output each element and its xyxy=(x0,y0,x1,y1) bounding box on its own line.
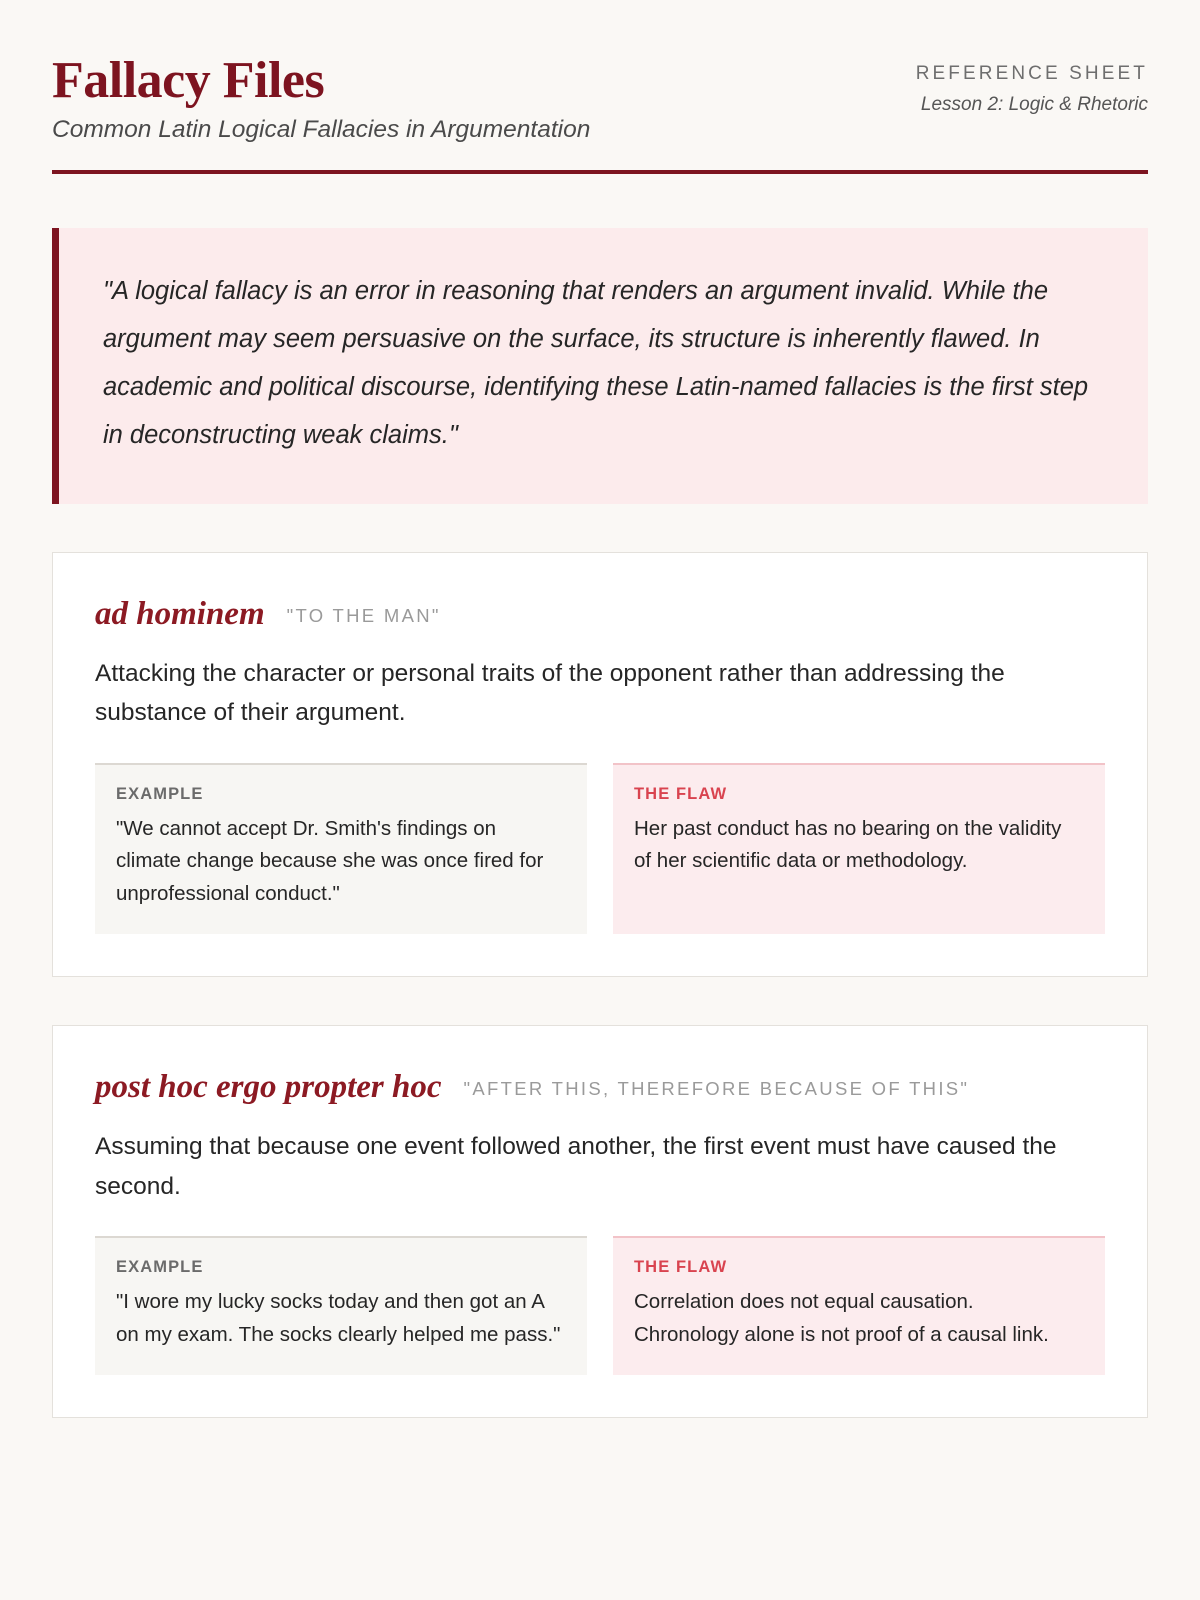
flaw-panel xyxy=(613,1236,1105,1375)
fallacy-gloss: "TO THE MAN" xyxy=(286,604,441,626)
example-panel-text: "I wore my lucky socks today and then got an A on my exam. The socks clearly helped me pass." xyxy=(116,1290,561,1346)
fallacy-term: post hoc ergo propter hoc xyxy=(95,1069,442,1106)
flaw-panel-text: Correlation does not equal causation. Chronology alone is not proof of a causal link. xyxy=(634,1290,1049,1346)
flaw-panel xyxy=(613,763,1105,934)
definition-text: "A logical fallacy is an error in reasoning that renders an argument invalid. While the argument may seem persuasive on the surface, its structure is inherently flawed. In academic and political discourse, identifying these Latin-named fallacies is the first step in deconstructing weak claims." xyxy=(103,276,1089,449)
fallacy-card-post-hoc xyxy=(52,1025,1148,1418)
fallacy-card-header xyxy=(95,1066,1105,1109)
fallacy-panels xyxy=(95,1236,1105,1375)
masthead-left xyxy=(52,52,590,144)
flaw-panel-label: THE FLAW xyxy=(634,1258,728,1277)
page-title: Fallacy Files xyxy=(52,52,325,109)
page-subtitle: Common Latin Logical Fallacies in Argumentation xyxy=(52,115,591,143)
fallacy-card-header xyxy=(95,593,1105,636)
fallacy-description: Assuming that because one event followed another, the first event must have caused the second. xyxy=(95,1133,1057,1200)
definition-callout xyxy=(52,228,1148,504)
masthead xyxy=(52,52,1148,144)
example-panel xyxy=(95,763,587,934)
fallacy-description: Attacking the character or personal traits of the opponent rather than addressing the substance of their argument. xyxy=(95,659,1005,727)
fallacy-panels xyxy=(95,763,1105,934)
fallacy-term: ad hominem xyxy=(95,595,265,632)
fallacy-gloss: "AFTER THIS, THEREFORE BECAUSE OF THIS" xyxy=(463,1078,970,1100)
masthead-right xyxy=(916,52,1148,116)
example-panel xyxy=(95,1236,587,1375)
example-panel-label: EXAMPLE xyxy=(116,785,204,803)
sheet-lesson: Lesson 2: Logic & Rhetoric xyxy=(920,93,1148,115)
sheet-kicker: REFERENCE SHEET xyxy=(915,63,1148,84)
header-divider xyxy=(52,170,1148,174)
flaw-panel-label: THE FLAW xyxy=(634,785,728,803)
example-panel-label: EXAMPLE xyxy=(116,1258,204,1277)
example-panel-text: "We cannot accept Dr. Smith's findings on climate change because she was once fired for unprofessional conduct." xyxy=(116,817,544,905)
flaw-panel-text: Her past conduct has no bearing on the validity of her scientific data or methodology. xyxy=(634,817,1062,873)
fallacy-card-ad-hominem xyxy=(52,552,1148,977)
